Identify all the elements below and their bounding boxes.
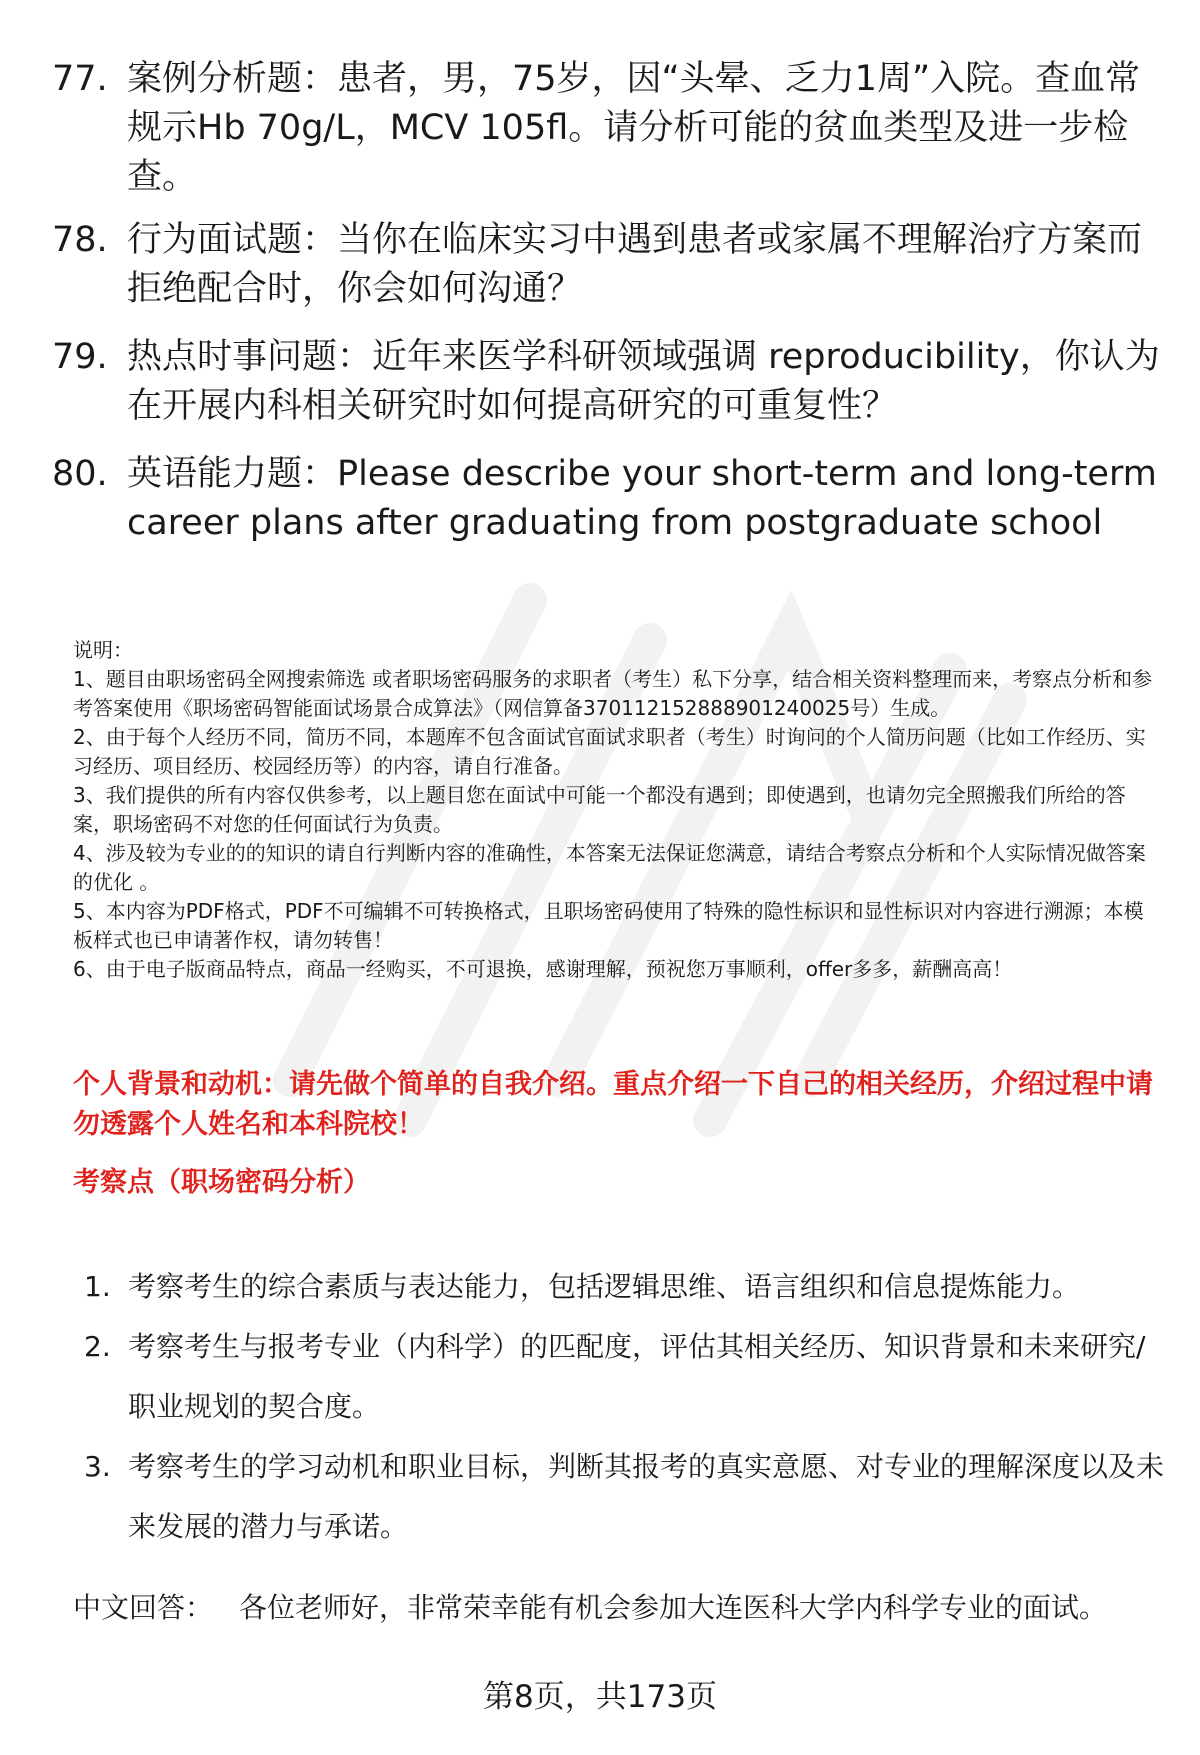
- question-number: 78.: [52, 220, 108, 260]
- note-item: 5、本内容为PDF格式，PDF不可编辑不可转换格式，且职场密码使用了特殊的隐性标识和显性标识对内容进行溯源；本模板样式也已申请著作权，请勿转售！: [73, 899, 1144, 952]
- notes-title: 说明：: [73, 638, 133, 662]
- list-item: [84, 1257, 1164, 1317]
- list-item-number: 1.: [84, 1270, 111, 1303]
- section-prompt: 个人背景和动机：请先做个简单的自我介绍。重点介绍一下自己的相关经历，介绍过程中请勿透露个人姓名和本科院校！: [73, 1069, 1153, 1140]
- disclaimer-notes: [73, 636, 1163, 984]
- list-item-number: 2.: [84, 1330, 111, 1363]
- question-number: 80.: [52, 454, 108, 494]
- question-number: 77.: [52, 59, 108, 99]
- answer-text: 各位老师好，非常荣幸能有机会参加大连医科大学内科学专业的面试。: [239, 1591, 1108, 1624]
- question-78: [52, 216, 1162, 314]
- question-number: 79.: [52, 337, 108, 377]
- question-text: 热点时事问题：近年来医学科研领域强调 reproducibility，你认为在开展内科相关研究时如何提高研究的可重复性？: [127, 337, 1160, 426]
- list-item-text: 考察考生的综合素质与表达能力，包括逻辑思维、语言组织和信息提炼能力。: [128, 1270, 1081, 1303]
- list-item-number: 3.: [84, 1450, 111, 1483]
- question-80: [52, 450, 1162, 548]
- question-text: 行为面试题：当你在临床实习中遇到患者或家属不理解治疗方案而拒绝配合时，你会如何沟通？: [127, 220, 1143, 309]
- note-item: 1、题目由职场密码全网搜索筛选 或者职场密码服务的求职者（考生）私下分享，结合相关资料整理而来，考察点分析和参考答案使用《职场密码智能面试场景合成算法》（网信算备370112152888901240025号）生成。: [73, 667, 1153, 720]
- note-item: 6、由于电子版商品特点，商品一经购买，不可退换，感谢理解，预祝您万事顺利，offer多多，薪酬高高！: [73, 957, 1013, 981]
- page-number: 第8页，共173页: [483, 1679, 717, 1715]
- question-text: 英语能力题：Please describe your short-term and long-term career plans after graduating from postgraduate school: [127, 454, 1157, 543]
- list-item: [84, 1437, 1164, 1557]
- question-79: [52, 333, 1162, 431]
- list-item-text: 考察考生的学习动机和职业目标，判断其报考的真实意愿、对专业的理解深度以及未来发展的潜力与承诺。: [128, 1450, 1165, 1543]
- note-item: 4、涉及较为专业的的知识的请自行判断内容的准确性，本答案无法保证您满意，请结合考察点分析和个人实际情况做答案的优化 。: [73, 841, 1146, 894]
- list-item-text: 考察考生与报考专业（内科学）的匹配度，评估其相关经历、知识背景和未来研究/职业规划的契合度。: [128, 1330, 1146, 1423]
- analysis-heading: 考察点（职场密码分析）: [73, 1167, 370, 1198]
- question-text: 案例分析题：患者，男，75岁，因“头晕、乏力1周”入院。查血常规示Hb 70g/L，MCV 105fl。请分析可能的贫血类型及进一步检查。: [127, 59, 1141, 197]
- answer-label: 中文回答：: [73, 1591, 214, 1624]
- list-item: [84, 1317, 1164, 1437]
- analysis-list: [84, 1257, 1164, 1557]
- question-77: [52, 55, 1162, 202]
- note-item: 3、我们提供的所有内容仅供参考，以上题目您在面试中可能一个都没有遇到；即使遇到，也请勿完全照搬我们所给的答案，职场密码不对您的任何面试行为负责。: [73, 783, 1126, 836]
- chinese-answer: [73, 1588, 1173, 1628]
- note-item: 2、由于每个人经历不同，简历不同，本题库不包含面试官面试求职者（考生）时询问的个人简历问题（比如工作经历、实习经历、项目经历、校园经历等）的内容，请自行准备。: [73, 725, 1146, 778]
